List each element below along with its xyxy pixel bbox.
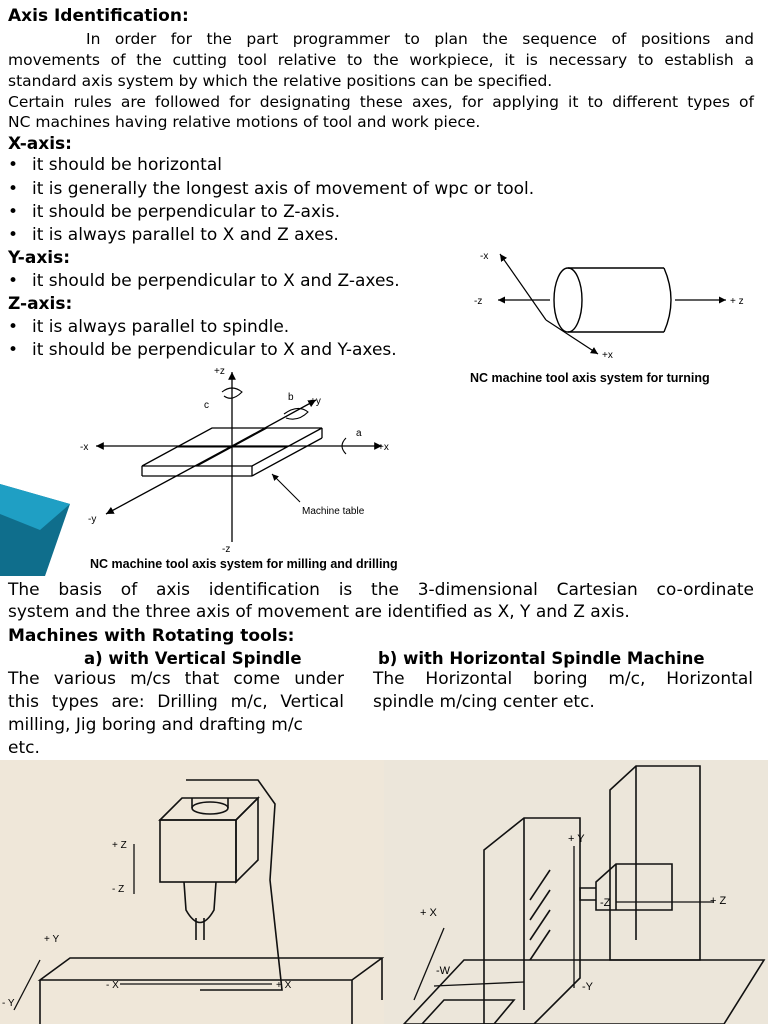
horiz-pos-x-label: + X [420, 907, 437, 919]
x-axis-bullet-2: it is generally the longest axis of movement of wpc or tool. [32, 179, 535, 199]
bullet: • [8, 271, 19, 291]
milling-neg-z-label: -z [222, 544, 231, 555]
x-axis-bullet-4: it is always parallel to X and Z axes. [32, 225, 339, 245]
intro-line-2: movements of the cutting tool relative to the workpiece, it is necessary to establish a [8, 51, 754, 69]
milling-b-label: b [288, 392, 294, 403]
z-axis-bullet-2: it should be perpendicular to X and Y-axes. [32, 340, 397, 360]
basis-line-2: system and the three axis of movement are identified as X, Y and Z axis. [8, 602, 630, 622]
vert-neg-y-label: - Y [2, 998, 15, 1009]
horiz-neg-w-label: -W [436, 965, 451, 977]
x-axis-bullet-3: it should be perpendicular to Z-axis. [32, 202, 341, 222]
bullet: • [8, 225, 19, 245]
horiz-pos-z-label: + Z [710, 895, 727, 907]
turning-axis-diagram [464, 244, 764, 390]
vert-neg-x-label: - X [106, 980, 119, 991]
intro-line-3: standard axis system by which the relative positions can be specified. [8, 72, 553, 90]
vertical-spindle-heading: a) with Vertical Spindle [84, 649, 302, 668]
y-axis-bullet-1: it should be perpendicular to X and Z-axes. [32, 271, 400, 291]
vertical-line-4: etc. [8, 738, 40, 758]
bullet: • [8, 340, 19, 360]
vertical-line-1: The various m/cs that come under [8, 669, 344, 689]
turning-neg-z-label: -z [474, 296, 483, 307]
milling-pos-z-label: +z [214, 366, 225, 377]
milling-pos-y-label: +y [310, 396, 321, 407]
horiz-neg-y-label: -Y [582, 981, 593, 993]
rules-line-1: Certain rules are followed for designating these axes, for applying it to different types of [8, 93, 754, 111]
vert-pos-y-label: + Y [44, 934, 60, 945]
bullet: • [8, 155, 19, 175]
x-axis-bullet-1: it should be horizontal [32, 155, 222, 175]
vertical-line-2: this types are: Drilling m/c, Vertical [8, 692, 344, 712]
slide-accent-arrow [0, 484, 70, 576]
rules-line-2: NC machines having relative motions of tool and work piece. [8, 113, 481, 131]
turning-pos-z-label: + z [730, 296, 744, 307]
milling-a-label: a [356, 428, 362, 439]
horizontal-spindle-heading: b) with Horizontal Spindle Machine [378, 649, 705, 668]
milling-c-label: c [204, 400, 209, 411]
basis-line-1: The basis of axis identification is the 3-dimensional Cartesian co-ordinate [8, 580, 754, 600]
horizontal-line-2: spindle m/cing center etc. [373, 692, 595, 712]
horizontal-line-1: The Horizontal boring m/c, Horizontal [373, 669, 753, 689]
y-axis-heading: Y-axis: [8, 248, 71, 268]
milling-caption: NC machine tool axis system for milling and drilling [90, 557, 398, 571]
milling-neg-x-label: -x [80, 442, 89, 453]
bullet: • [8, 179, 19, 199]
bullet: • [8, 202, 19, 222]
turning-pos-x-label: +x [602, 350, 613, 361]
turning-neg-x-label: -x [480, 251, 489, 262]
vert-pos-x-label: + X [276, 980, 292, 991]
milling-pos-x-label: +x [378, 442, 389, 453]
z-axis-heading: Z-axis: [8, 294, 73, 314]
vert-pos-z-label: + Z [112, 840, 127, 851]
z-axis-bullet-1: it is always parallel to spindle. [32, 317, 290, 337]
vertical-spindle-machine-image [0, 760, 384, 1024]
vert-neg-z-label: - Z [112, 884, 125, 895]
rotating-heading: Machines with Rotating tools: [8, 626, 295, 646]
horiz-neg-z-label: -Z [600, 897, 611, 909]
bullet: • [8, 317, 19, 337]
milling-neg-y-label: -y [88, 514, 97, 525]
turning-caption: NC machine tool axis system for turning [470, 371, 710, 385]
milling-axis-diagram [76, 362, 456, 558]
intro-line-1: In order for the part programmer to plan the sequence of positions and [86, 30, 754, 48]
milling-table-label: Machine table [302, 506, 365, 517]
vertical-line-3: milling, Jig boring and drafting m/c [8, 715, 303, 735]
horizontal-spindle-machine-image [384, 760, 768, 1024]
horiz-pos-y-label: + Y [568, 833, 585, 845]
x-axis-heading: X-axis: [8, 134, 72, 154]
section-title: Axis Identification: [8, 6, 189, 26]
